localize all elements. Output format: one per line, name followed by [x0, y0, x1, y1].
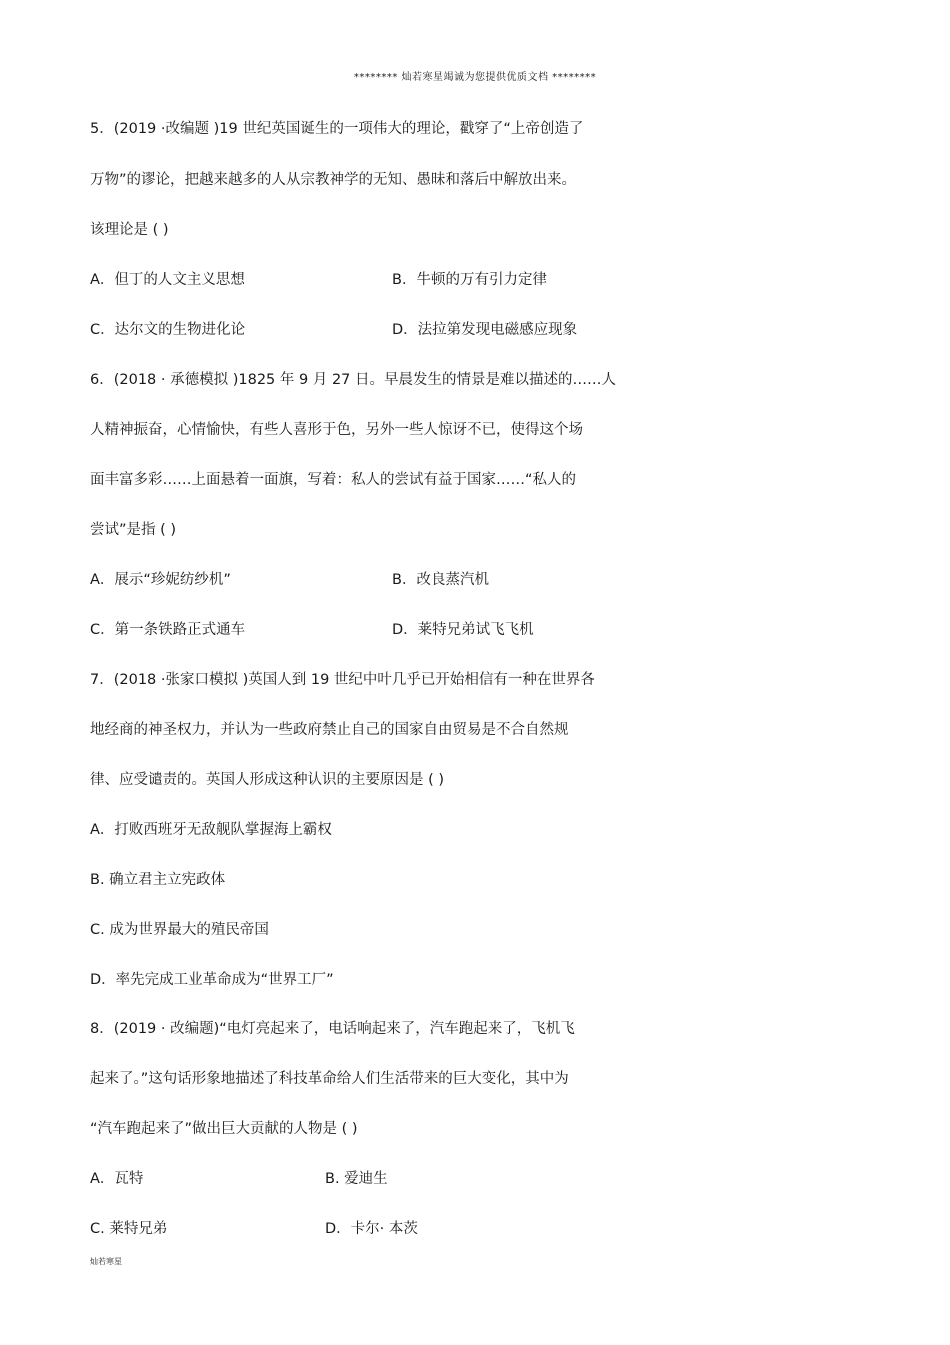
question-8-option-d[interactable]: D．卡尔· 本茨 [325, 1221, 418, 1237]
question-6-option-a[interactable]: A．展示“珍妮纺纱机” [90, 572, 231, 588]
question-8-option-b[interactable]: B. 爱迪生 [325, 1171, 388, 1187]
question-5-line-1: 5．(2019 ·改编题 )19 世纪英国诞生的一项伟大的理论，戳穿了“上帝创造了 [90, 121, 584, 137]
page-header: ******** 灿若寒星竭诚为您提供优质文档 ******** [353, 72, 597, 83]
question-7-line-3: 律、应受谴责的。英国人形成这种认识的主要原因是 ( ) [90, 772, 445, 788]
question-5-line-2: 万物”的谬论，把越来越多的人从宗教神学的无知、愚昧和落后中解放出来。 [90, 172, 577, 188]
question-5-option-a[interactable]: A．但丁的人文主义思想 [90, 272, 245, 288]
question-7-line-2: 地经商的神圣权力，并认为一些政府禁止自己的国家自由贸易是不合自然规 [90, 722, 569, 738]
question-6-option-d[interactable]: D．莱特兄弟试飞飞机 [392, 622, 534, 638]
question-5-line-3: 该理论是 ( ) [90, 222, 169, 238]
question-8-line-2: 起来了。”这句话形象地描述了科技革命给人们生活带来的巨大变化，其中为 [90, 1071, 569, 1087]
question-7-option-c[interactable]: C. 成为世界最大的殖民帝国 [90, 922, 269, 938]
question-6-option-c[interactable]: C．第一条铁路正式通车 [90, 622, 246, 638]
question-5-option-c[interactable]: C．达尔文的生物进化论 [90, 322, 246, 338]
question-7-line-1: 7．(2018 ·张家口模拟 )英国人到 19 世纪中叶几乎已开始相信有一种在世界各 [90, 672, 595, 688]
question-6-option-b[interactable]: B．改良蒸汽机 [392, 572, 489, 588]
question-8-option-c[interactable]: C. 莱特兄弟 [90, 1221, 168, 1237]
question-5-option-d[interactable]: D．法拉第发现电磁感应现象 [392, 322, 578, 338]
question-8-line-3: “汽车跑起来了”做出巨大贡献的人物是 ( ) [90, 1121, 358, 1137]
question-8-option-a[interactable]: A．瓦特 [90, 1171, 144, 1187]
question-6-line-3: 面丰富多彩……上面悬着一面旗，写着：私人的尝试有益于国家……“私人的 [90, 472, 577, 488]
question-6-line-4: 尝试”是指 ( ) [90, 522, 177, 538]
question-6-line-2: 人精神振奋，心情愉快，有些人喜形于色，另外一些人惊讶不已，使得这个场 [90, 422, 583, 438]
page-footer: 灿若寒星 [90, 1257, 122, 1266]
question-5-option-b[interactable]: B．牛顿的万有引力定律 [392, 272, 547, 288]
question-7-option-a[interactable]: A．打败西班牙无敌舰队掌握海上霸权 [90, 822, 332, 838]
question-7-option-b[interactable]: B. 确立君主立宪政体 [90, 872, 226, 888]
question-7-option-d[interactable]: D．率先完成工业革命成为“世界工厂” [90, 972, 334, 988]
question-8-line-1: 8．(2019 · 改编题)“电灯亮起来了，电话响起来了，汽车跑起来了，飞机飞 [90, 1021, 575, 1037]
question-6-line-1: 6．(2018 · 承德模拟 )1825 年 9 月 27 日。早晨发生的情景是难以描述的……人 [90, 372, 616, 388]
